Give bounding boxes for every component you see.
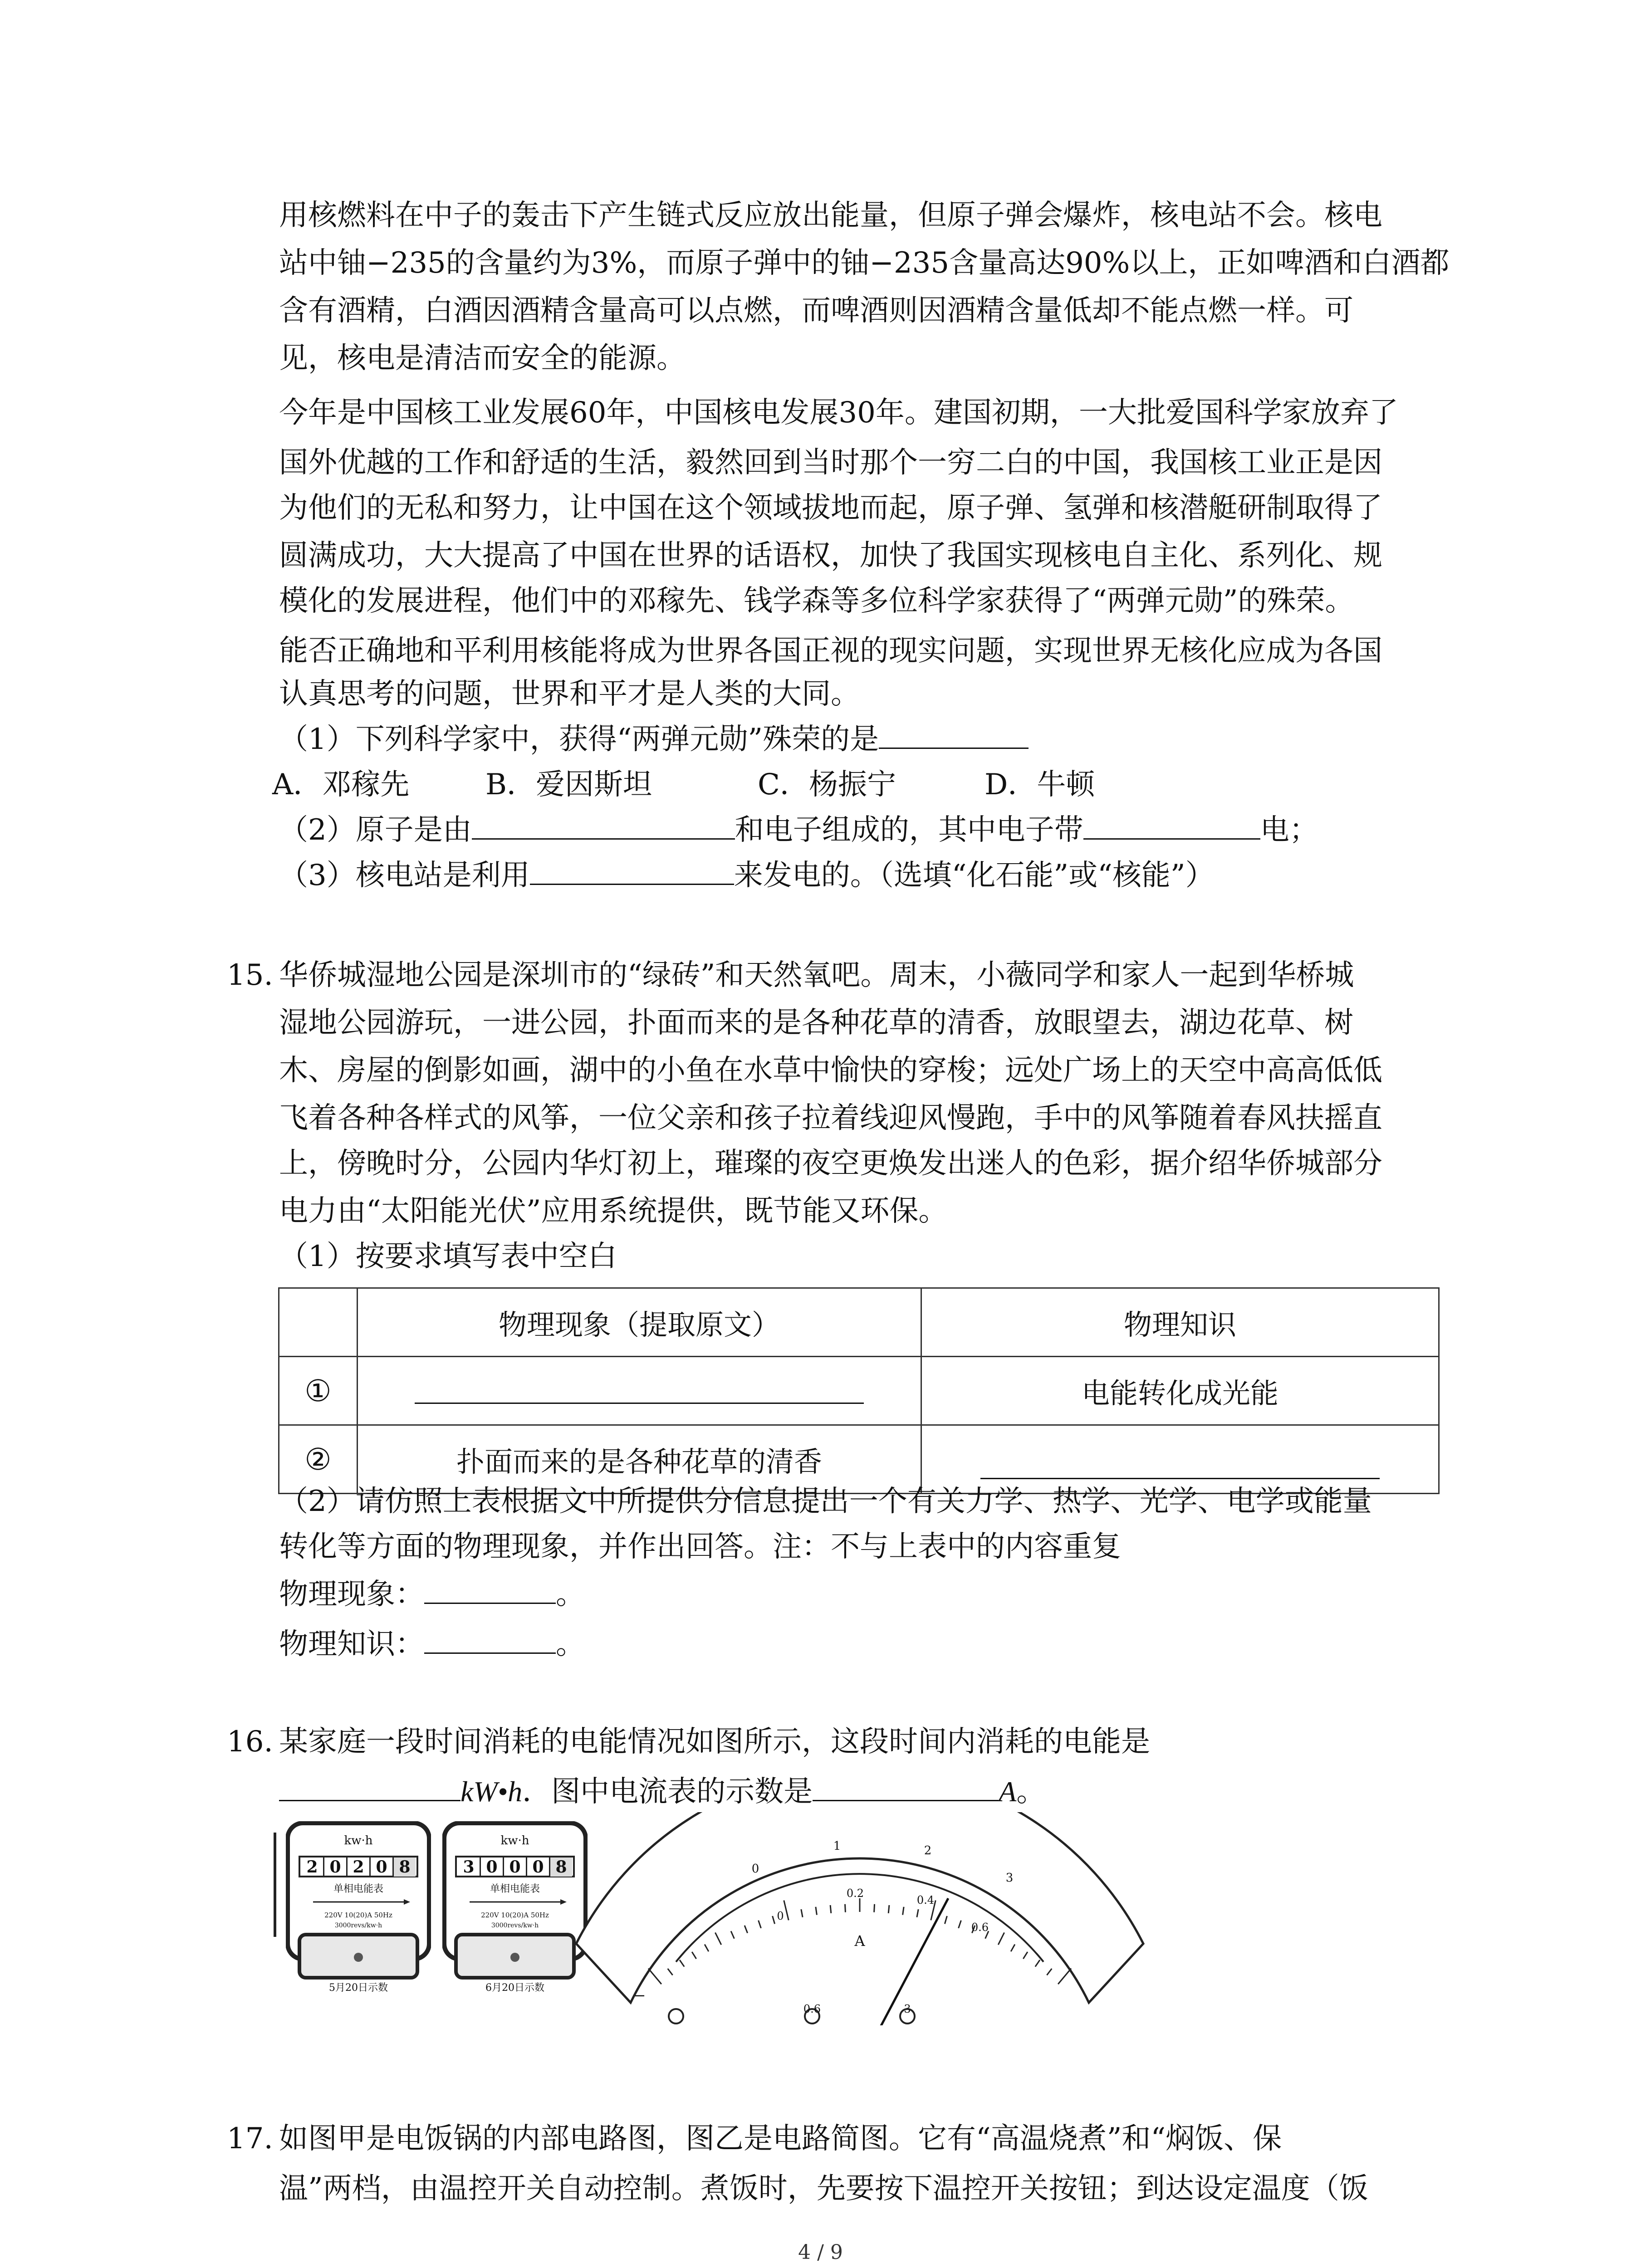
passage-line: 国外优越的工作和舒适的生活，毅然回到当时那个一穷二白的中国，我国核工业正是因 — [279, 446, 1382, 479]
meter-digit: 0 — [371, 1857, 394, 1877]
option-c[interactable]: C．杨振宁 — [758, 768, 896, 802]
ammeter-tick — [830, 1905, 831, 1913]
meter-spec: 220V 10(20)A 50Hz — [324, 1911, 392, 1919]
ammeter-tick — [668, 1969, 673, 1975]
q16-blank-energy[interactable] — [279, 1772, 460, 1801]
ammeter-tick — [801, 1909, 803, 1917]
table-header-knowledge: 物理知识 — [921, 1288, 1439, 1357]
q15-sub2-line2: 转化等方面的物理现象，并作出回答。注：不与上表中的内容重复 — [279, 1530, 1121, 1564]
passage-line: 见，核电是清洁而安全的能源。 — [279, 342, 686, 375]
q15-blank-knowledge[interactable] — [424, 1624, 556, 1654]
q15-passage-line: 湿地公园游玩，一进公园，扑面而来的是各种花草的清香，放眼望去，湖边花草、树 — [279, 1006, 1353, 1040]
option-d[interactable]: D．牛顿 — [985, 768, 1095, 802]
q15-passage-line: 华侨城湿地公园是深圳市的“绿砖”和天然氧吧。周末，小薇同学和家人一起到华桥城 — [279, 958, 1354, 992]
table-header-blank — [279, 1288, 358, 1357]
meter-digits — [301, 1857, 416, 1877]
meter-digit: 0 — [481, 1857, 504, 1877]
meter-caption: 6月20日示数 — [485, 1982, 544, 1994]
option-a[interactable]: A．邓稼先 — [272, 768, 410, 802]
ammeter-tick — [1023, 1952, 1028, 1959]
passage-line: 用核燃料在中子的轰击下产生链式反应放出能量，但原子弹会爆炸，核电站不会。核电 — [279, 199, 1382, 232]
q15-phenomenon-answer: 物理现象： 。 — [279, 1572, 585, 1617]
meter-spec2: 3000revs/kw·h — [334, 1922, 382, 1929]
meter-unit: kw·h — [344, 1834, 373, 1848]
table-header-phenomenon: 物理现象（提取原文） — [358, 1288, 921, 1357]
ammeter-tick — [1058, 1969, 1071, 1984]
q15-sub2-line1: （2）请仿照上表根据文中所提供分信息提出一个有关力学、热学、光学、电学或能量 — [279, 1485, 1372, 1518]
table-header-row — [279, 1288, 1439, 1357]
ammeter-tick — [945, 1916, 947, 1924]
row-knowledge-cell: 电能转化成光能 — [921, 1357, 1439, 1425]
meter-caption: 5月20日示数 — [329, 1982, 388, 1994]
ammeter-tick — [917, 1909, 918, 1917]
q16-line1: 某家庭一段时间消耗的电能情况如图所示，这段时间内消耗的电能是 — [279, 1725, 1150, 1759]
page-number: 4 / 9 — [798, 2241, 843, 2264]
q14-sub3: （3）核电站是利用 来发电的。（选填“化石能”或“核能”） — [279, 853, 1215, 898]
passage-line: 能否正确地和平利用核能将成为世界各国正视的现实问题，实现世界无核化应成为各国 — [279, 634, 1382, 668]
scale-inner-2: 0.4 — [916, 1894, 935, 1906]
option-b[interactable]: B．爱因斯坦 — [485, 768, 652, 802]
ammeter-symbol: A — [854, 1932, 865, 1950]
ammeter-tick — [998, 1933, 1004, 1945]
q14-blank-1[interactable] — [879, 719, 1029, 749]
passage-line: 圆满成功，大大提高了中国在世界的话语权，加快了我国实现核电自主化、系列化、规 — [279, 539, 1382, 572]
q15-sub1: （1）按要求填写表中空白 — [279, 1240, 617, 1273]
q15-table-blank-1[interactable] — [415, 1371, 864, 1404]
ammeter-tick — [680, 1960, 684, 1967]
passage-line: 含有酒精，白酒因酒精含量高可以点燃，而啤酒则因酒精含量低却不能点燃一样。可 — [279, 294, 1353, 327]
meter-name: 单相电能表 — [490, 1883, 540, 1895]
meter-digit: 8 — [394, 1857, 416, 1877]
figure-edge-line — [274, 1833, 276, 1937]
meter-digit: 2 — [348, 1857, 371, 1877]
q14-options — [272, 762, 1095, 807]
ammeter-tick — [715, 1933, 721, 1945]
meter-digit: 0 — [504, 1857, 527, 1877]
passage-line: 模化的发展进程，他们中的邓稼先、钱学森等多位科学家获得了“两弹元勋”的殊荣。 — [279, 584, 1354, 618]
terminal-negative: − — [633, 1987, 646, 2004]
row-phenomenon-cell: 扑面而来的是各种花草的清香 — [358, 1425, 921, 1494]
q16-line2: kW•h．图中电流表的示数是 A。 — [279, 1769, 1045, 1814]
q15-table-blank-2[interactable] — [980, 1432, 1380, 1479]
q15-passage-line: 飞着各种各样式的风筝，一位父亲和孩子拉着线迎风慢跑，手中的风筝随着春风扶摇直 — [279, 1101, 1382, 1135]
ammeter-tick — [759, 1921, 761, 1928]
ammeter-tick — [888, 1905, 889, 1913]
q14-blank-2[interactable] — [472, 810, 735, 840]
meter-digit: 3 — [458, 1857, 481, 1877]
scale-outer-0: 0 — [751, 1862, 759, 1876]
ammeter-tick — [903, 1907, 904, 1915]
q15-passage-line: 电力由“太阳能光伏”应用系统提供，既节能又环保。 — [279, 1194, 948, 1228]
q15-number: 15. — [227, 958, 273, 992]
ammeter-figure — [567, 1812, 1152, 2025]
row-phenomenon-cell — [358, 1357, 921, 1425]
scale-inner-0: 0 — [777, 1910, 784, 1922]
terminal-3: 3 — [904, 2003, 911, 2015]
q14-blank-3[interactable] — [1083, 810, 1260, 840]
ammeter-tick — [692, 1952, 696, 1959]
q15-passage-line: 木、房屋的倒影如画，湖中的小鱼在水草中愉快的穿梭；远处广场上的天空中高高低低 — [279, 1054, 1382, 1087]
q15-blank-phenomenon[interactable] — [424, 1574, 556, 1604]
scale-inner-3: 0.6 — [971, 1921, 989, 1934]
ammeter-tick — [705, 1945, 709, 1952]
scale-outer-3: 3 — [1005, 1871, 1014, 1885]
q14-sub1: （1）下列科学家中，获得“两弹元勋”殊荣的是 — [279, 717, 1029, 762]
meter-name: 单相电能表 — [333, 1883, 383, 1895]
q16-number: 16. — [227, 1725, 273, 1759]
q17-number: 17. — [227, 2122, 273, 2156]
q17-line2: 温”两档，由温控开关自动控制。煮饭时，先要按下温控开关按钮；到达设定温度（饭 — [279, 2172, 1368, 2205]
row-mark: ① — [279, 1357, 358, 1425]
ammeter-tick — [731, 1931, 734, 1939]
meter-digits — [458, 1857, 572, 1877]
meter-digit: 8 — [550, 1857, 572, 1877]
passage-line: 今年是中国核工业发展60年，中国核电发展30年。建国初期，一大批爱国科学家放弃了 — [279, 396, 1398, 430]
scale-outer-2: 2 — [924, 1844, 932, 1857]
meter-digit: 0 — [324, 1857, 348, 1877]
q14-blank-4[interactable] — [530, 855, 734, 885]
ammeter-tick — [816, 1907, 817, 1915]
row-mark: ② — [279, 1425, 358, 1494]
energy-meter-june — [442, 1821, 588, 1994]
q15-knowledge-answer: 物理知识： 。 — [279, 1622, 585, 1667]
meter-unit: kw·h — [500, 1834, 529, 1848]
meter-digit: 2 — [301, 1857, 324, 1877]
ammeter-tick — [959, 1921, 961, 1928]
ammeter-tick — [874, 1904, 875, 1912]
passage-line: 认真思考的问题，世界和平才是人类的大同。 — [279, 677, 860, 711]
meter-spec2: 3000revs/kw·h — [491, 1922, 539, 1929]
q14-sub2: （2）原子是由 和电子组成的，其中电子带 电； — [279, 807, 1318, 853]
meter-spec: 220V 10(20)A 50Hz — [481, 1911, 549, 1919]
meter-digit: 0 — [527, 1857, 550, 1877]
passage-line: 站中铀−235的含量约为3%，而原子弹中的铀−235含量高达90%以上，正如啤酒和白酒都 — [279, 246, 1450, 280]
ammeter-tick — [1047, 1969, 1052, 1975]
energy-meter-may — [286, 1821, 431, 1994]
ammeter-tick — [845, 1904, 846, 1912]
q17-line1: 如图甲是电饭锅的内部电路图，图乙是电路简图。它有“高温烧煮”和“焖饭、保 — [279, 2122, 1282, 2156]
scale-outer-1: 1 — [833, 1839, 841, 1853]
scale-inner-1: 0.2 — [846, 1887, 864, 1900]
ammeter-tick — [745, 1926, 748, 1933]
ammeter-tick — [1035, 1960, 1040, 1967]
q16-blank-current[interactable] — [813, 1772, 999, 1801]
q15-passage-line: 上，傍晚时分，公园内华灯初上，璀璨的夜空更焕发出迷人的色彩，据介绍华侨城部分 — [279, 1147, 1382, 1180]
terminal-0-6: 0.6 — [803, 2003, 821, 2015]
q15-table — [278, 1287, 1440, 1494]
ammeter-tick — [648, 1969, 661, 1984]
ammeter-tick — [1011, 1945, 1015, 1952]
passage-line: 为他们的无私和努力，让中国在这个领域拔地而起，原子弹、氢弹和核潜艇研制取得了 — [279, 491, 1382, 525]
table-row — [279, 1357, 1439, 1425]
